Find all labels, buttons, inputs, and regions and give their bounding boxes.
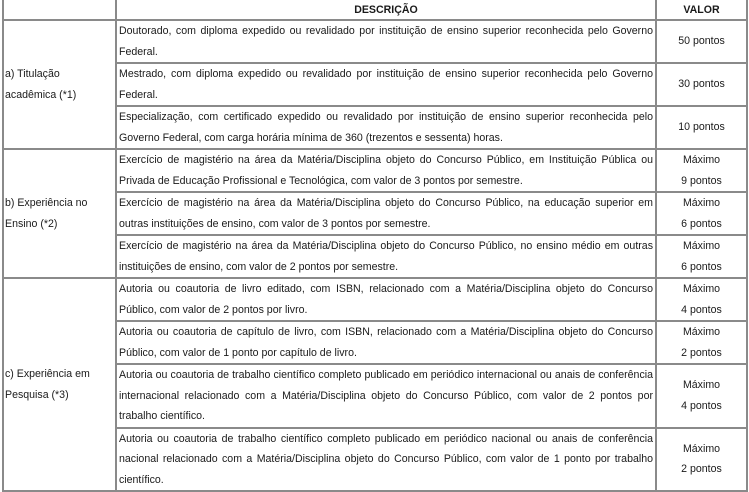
value-line: 4 pontos bbox=[681, 399, 722, 412]
value-cell bbox=[656, 192, 747, 235]
description-cell: Exercício de magistério na área da Matéria/Disciplina objeto do Concurso Público, em Instituição Pública ou Privada de Educação Profissional e Tecnológica, com valor de 3 pontos por semestre. bbox=[116, 149, 656, 192]
table-row bbox=[3, 20, 747, 63]
header-value: VALOR bbox=[656, 0, 747, 20]
description-cell: Especialização, com certificado expedido ou revalidado por instituição de ensino superior reconhecida pelo Governo Federal, com carga horária mínima de 360 (trezentos e sessenta) horas. bbox=[116, 106, 656, 149]
value-line: Máximo bbox=[682, 379, 721, 392]
value-line: Máximo bbox=[682, 197, 721, 209]
category-cell: c) Experiência em Pesquisa (*3) bbox=[3, 278, 116, 491]
description-cell: Exercício de magistério na área da Matéria/Disciplina objeto do Concurso Público, na educação superior em outras instituições de ensino, com valor de 3 pontos por semestre. bbox=[116, 192, 656, 235]
value-cell bbox=[656, 321, 747, 364]
value-cell bbox=[656, 235, 747, 278]
value-cell bbox=[656, 278, 747, 321]
description-cell: Exercício de magistério na área da Matéria/Disciplina objeto do Concurso Público, no ensino médio em outras instituições de ensino, com valor de 2 pontos por semestre. bbox=[116, 235, 656, 278]
value-line: 10 pontos bbox=[678, 121, 725, 134]
value-cell bbox=[656, 63, 747, 106]
description-cell: Autoria ou coautoria de capítulo de livro, com ISBN, relacionado com a Matéria/Disciplina objeto do Concurso Público, com valor de 1 ponto por capítulo de livro. bbox=[116, 321, 656, 364]
value-line: 30 pontos bbox=[678, 78, 725, 91]
value-cell bbox=[656, 149, 747, 192]
value-line: 50 pontos bbox=[678, 35, 725, 48]
value-line: 4 pontos bbox=[681, 303, 722, 316]
table-row bbox=[3, 149, 747, 192]
description-cell: Autoria ou coautoria de trabalho científico completo publicado em periódico nacional ou anais de conferência nacional relacionado com a Matéria/Disciplina objeto do Concurso Público, com valor de 1 ponto por trabalho científico. bbox=[116, 428, 656, 492]
value-line: 2 pontos bbox=[681, 346, 722, 359]
category-cell: b) Experiência no Ensino (*2) bbox=[3, 149, 116, 278]
value-cell bbox=[656, 106, 747, 149]
value-cell bbox=[656, 20, 747, 63]
criteria-table bbox=[2, 0, 748, 492]
value-line: Máximo bbox=[682, 442, 721, 455]
header-description: DESCRIÇÃO bbox=[116, 0, 656, 20]
description-cell: Doutorado, com diploma expedido ou revalidado por instituição de ensino superior reconhecida pelo Governo Federal. bbox=[116, 20, 656, 63]
value-line: 6 pontos bbox=[681, 260, 722, 273]
value-line: Máximo bbox=[682, 283, 721, 295]
header-category bbox=[3, 0, 116, 20]
table-row bbox=[3, 278, 747, 321]
value-cell bbox=[656, 364, 747, 428]
description-cell: Autoria ou coautoria de livro editado, com ISBN, relacionado com a Matéria/Disciplina objeto do Concurso Público, com valor de 2 pontos por livro. bbox=[116, 278, 656, 321]
category-cell: a) Titulação acadêmica (*1) bbox=[3, 20, 116, 149]
value-cell bbox=[656, 428, 747, 492]
value-line: 9 pontos bbox=[681, 174, 722, 187]
value-line: Máximo bbox=[682, 154, 721, 166]
value-line: Máximo bbox=[682, 326, 721, 338]
description-cell: Mestrado, com diploma expedido ou revalidado por instituição de ensino superior reconhecida pelo Governo Federal. bbox=[116, 63, 656, 106]
value-line: 2 pontos bbox=[681, 463, 722, 476]
value-line: Máximo bbox=[682, 240, 721, 252]
header-row bbox=[3, 0, 747, 20]
description-cell: Autoria ou coautoria de trabalho científico completo publicado em periódico internacional ou anais de conferência internacional relacionado com a Matéria/Disciplina objeto do Concurso Público, com valor de 2 pontos por trabalho científico. bbox=[116, 364, 656, 428]
value-line: 6 pontos bbox=[681, 217, 722, 230]
